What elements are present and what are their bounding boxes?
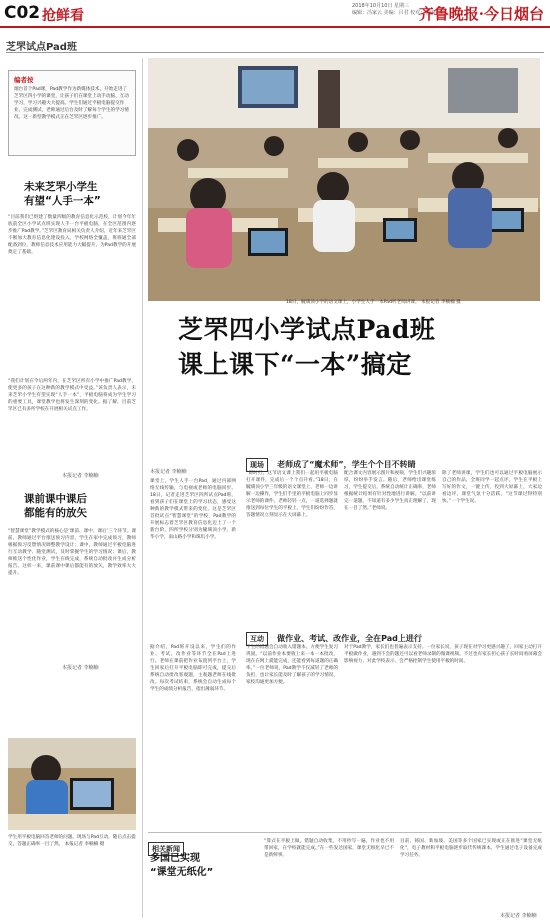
page-header (0, 0, 550, 28)
scene-badge: 现场 (246, 458, 268, 472)
photo-2-caption: 学生用平板电脑回答老师的问题。现场与Pad互动，随后点击提交，答题正确率一目了然。 本报记者 李楠楠 摄 (8, 835, 136, 847)
main-headline: 芝罘四小学试点Pad班 课上课下“一本”搞定 (178, 315, 436, 379)
scene-subheading: 老师成了“魔术师”，学生个个目不转睛 (277, 460, 416, 469)
section-name: 抢鲜看 (42, 8, 84, 24)
editor-note (8, 70, 136, 156)
subsection-title: 芝罘试点Pad班 (6, 42, 77, 53)
page-number: C02 (4, 3, 41, 23)
subsection-divider (6, 52, 544, 53)
related-col-2: 目前，韩国、新加坡、美国等多个国家已实现或正在推进“课堂无纸化”，电子教材和平板电脑逐步取代传统课本，学生通过电子设备完成学习任务。 (400, 839, 542, 858)
photo-caption: 18日，毓璜顶小学的语文课上，小学生人手一本Pad听老师讲课。 本报记者 李楠楠 摄 (286, 300, 461, 305)
newspaper-logo: 齐鲁晚报·今日烟台 (418, 5, 544, 23)
left-headline-1: 未来芝罘小学生 有望“人手一本” (24, 181, 101, 207)
related-badge: 相关新闻 (148, 842, 184, 856)
scene-col-2: 配合课文内容展示图片和视频，学生们兴趣浓厚，纷纷举手发言。随后，老师给出课堂练习，学生提交后，系统自动统计正确率，老师根据统计结果有针对性地进行讲解。“以前讲完一道题，不知道有多少学生真正理解了，现在一目了然。”老师说。 (344, 471, 436, 511)
interact-section-header (246, 626, 546, 646)
related-headline: 多国已实现 “课堂无纸化” (150, 853, 214, 878)
left-article-1-para-2: “我们计划在今后两年内，在芝罘区所有小学中推广Pad教学，使更多的孩子在这种新的教学模式中受益。”该负责人表示，未来芝罘小学生有望实现“人手一本”，平板电脑将成为学生学习的重要工具，课堂教学也将发生深刻的变化。据了解，目前芝罘区已有多所学校在开展相关试点工作。 (8, 379, 136, 412)
scene-section-header (246, 452, 546, 472)
interact-badge: 互动 (246, 632, 268, 646)
main-byline: 本报记者 李楠楠 (150, 469, 187, 475)
left-article-2-body: “智慧课堂”教学模式的核心是‘课前、课中、课后’三个环节。课前，教师通过平台推送预习内容，学生在家中完成预习，教师根据预习反馈情况调整教学设计；课中，教师通过平板电脑进行互动教学、随堂测试，及时掌握学生的学习情况；课后，教师推送个性化作业，学生在线完成，系统自动批改并生成分析报告。这样一来，课前课中课后都能有的放矢，教学效率大大提升。 (8, 529, 136, 576)
date-line-1: 2018年10月10日 星期三 (352, 3, 410, 9)
related-byline: 本报记者 李楠楠 (500, 913, 537, 919)
left-byline-1: 本报记者 李楠楠 (62, 473, 99, 479)
interact-col-3: 对于Pad教学，家长们也普遍表示支持。一位家长说，孩子现在对学习更感兴趣了，回家主动打开平板做作业，遇到不会的题还可以看老师录制的微课视频。不过也有家长担心孩子长时间看屏幕会影响视力，对此学校表示，会严格控制学生使用平板的时间。 (344, 645, 542, 664)
interact-col-1: 据介绍，Pad班开设以来，学生们的作业、考试、改作业等环节全在Pad上进行。老师在课前把作业布置到平台上，学生回家后打开平板电脑即可完成，提交后系统自动批改客观题，主观题老师在线批改。每次考试结束，系统会自动生成每个学生的成绩分析报告，指出薄弱环节。 (150, 645, 236, 692)
left-byline-2: 本报记者 李楠楠 (62, 665, 99, 671)
related-col-1: “算式在平板上做，错题自动收集，不用抄写一遍，作业也不用带回家，在学校就能完成。”在一些发达国家，课堂无纸化早已不是新鲜事。 (264, 839, 394, 858)
student-tablet-photo (8, 738, 136, 830)
main-intro: 课堂上，学生人手一台Pad，通过内部网络无线传输，与电视或老师的电脑同步。18日，记者走进芝罘区四所试点Pad班，看到孩子们在课堂上的学习状态，感受这种新的教学模式带来的变化。这是芝罘区首批试点“智慧课堂”的学校，Pad教学的开展标志着芝罘区教育信息化迈上了一个新台阶，四所学校分别为毓璜顶小学、新华小学、南山路小学和珠玑小学。 (150, 479, 236, 540)
scene-col-1: “即时打，这节语文课上我们一起用平板电脑打开课件，完成后一个个点开看。”18日，在毓璜顶小学三年级的语文课堂上，老师一边讲解一边操作，学生们手里的平板电脑上同步显示老师的课件。老师轻轻一点，一道选择题就推送到每位学生的平板上，学生们纷纷作答，答题情况立刻显示在大屏幕上。 (246, 471, 338, 518)
interact-subheading: 做作业、考试、改作业，全在Pad上进行 (277, 634, 422, 643)
date-line-2: 编辑：冯家云 美编：吕君 校对：曹丽 (352, 10, 436, 16)
left-headline-2: 课前课中课后 都能有的放矢 (24, 493, 87, 519)
classroom-photo (148, 58, 540, 301)
editor-note-title: 编者按 (14, 76, 34, 84)
left-article-1-para-1: “目前我们已组建了数量四级的教育信息化示范校，计划今年年底前全区小学试点班实现人手一台平板电脑，在全区范围内逐步推广Pad教学。”芝罘区教育局相关负责人介绍，近年来芝罘区不断加大教育信息化建设投入，学校网络全覆盖，班班通全部配备到位，教师信息技术应用能力大幅提升，为Pad教学的开展奠定了基础。 (8, 215, 136, 255)
interact-col-2: 学生的错题会自动收入错题本，方便学生复习巩固。“以前作业本要收上来一本一本批改，现在在网上就能完成，还能看到每道题的正确率。”一位老师说，Pad教学不仅减轻了老师的负担，也让家长能及时了解孩子的学习情况，家校沟通更加方便。 (246, 645, 338, 685)
column-rule (142, 58, 143, 918)
editor-note-body: 烟台首个Pad课，Pad教学作为新媒体技术，开始走进了芝罘区四小学的课堂，让孩子们在课堂上动手动脑、互动学习，学习兴趣大大提高。学生们通过平板电脑提交作业、完成测试，老师通过后台及时了解每个学生的学习情况。这一新型教学模式正在芝罘区逐步推广。 (14, 87, 129, 120)
related-divider (148, 832, 542, 833)
scene-col-3: 除了老师讲课，学生们也可以通过平板电脑展示自己的作品，全班同学一起点评。学生在平板上写好的作文，一键上传，投到大屏幕上，大家边看边评，课堂气氛十分活跃。“这节课过得特别快。”一个学生说。 (442, 471, 542, 504)
